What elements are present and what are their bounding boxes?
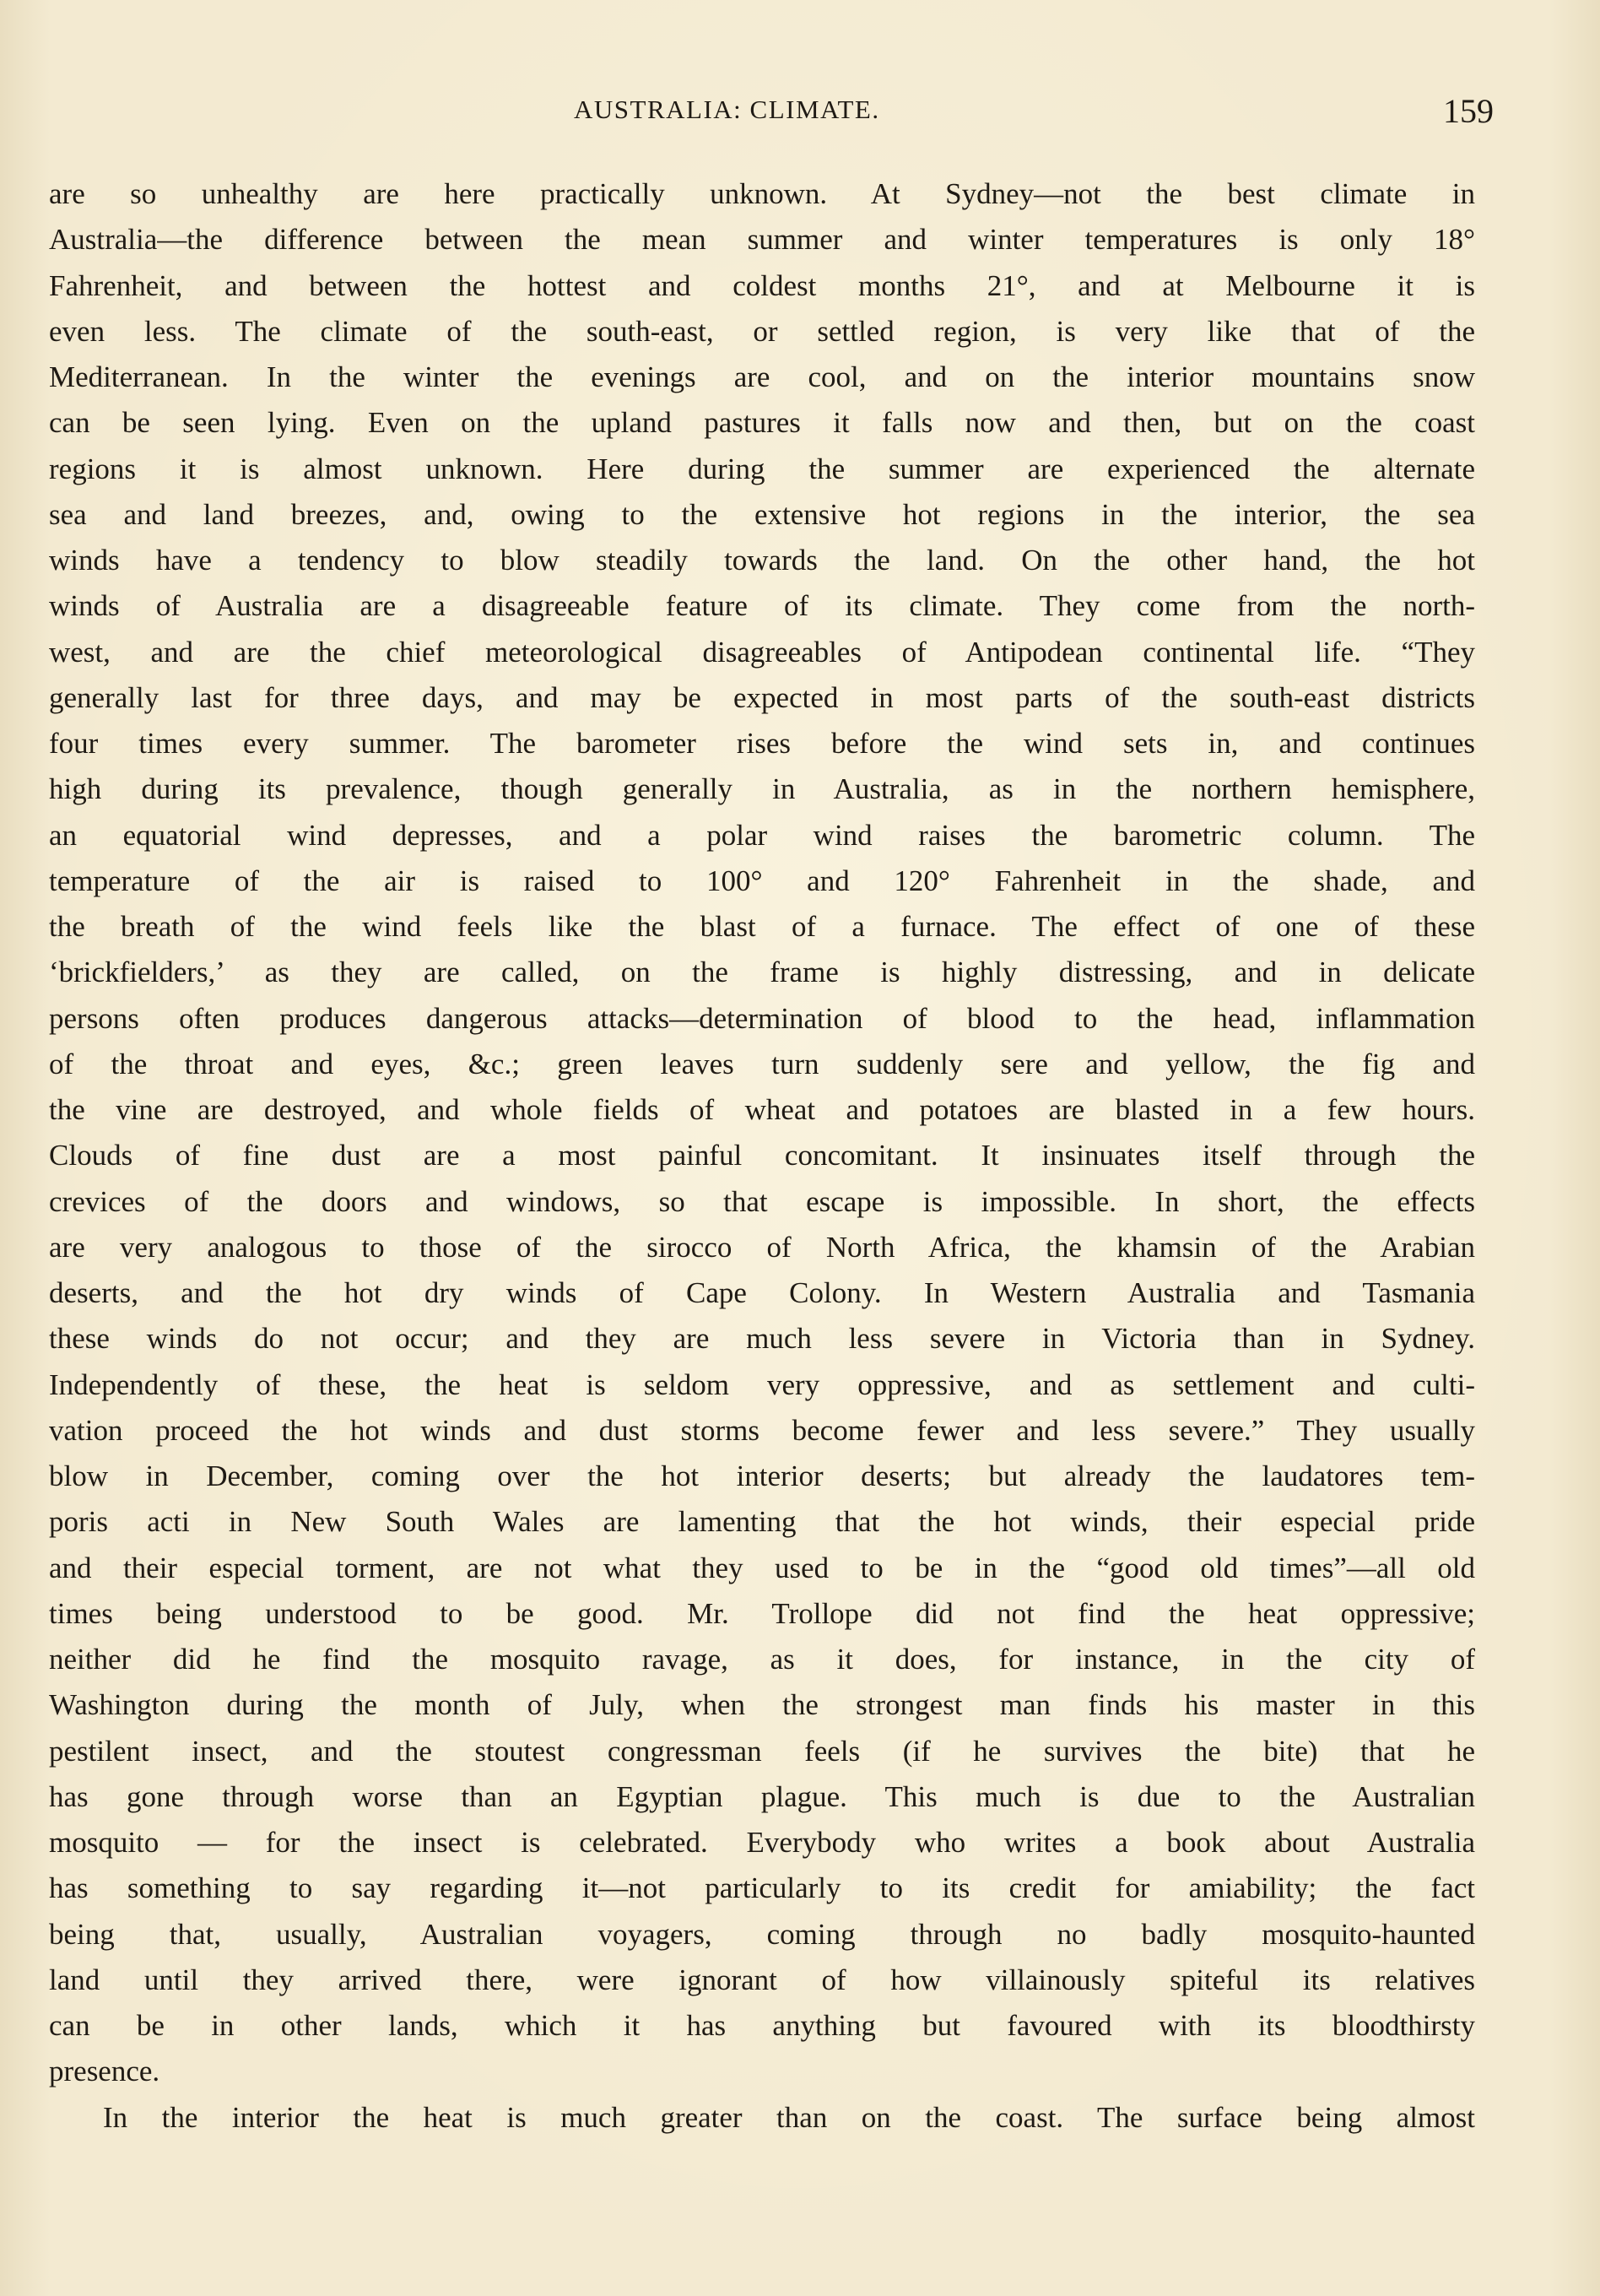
text-line: of the throat and eyes, &c.; green leaves turn suddenly sere and yellow, the fig and xyxy=(49,1047,1475,1080)
running-title: AUSTRALIA: CLIMATE. xyxy=(574,95,880,124)
text-line: Mediterranean. In the winter the evenings are cool, and on the interior mountains snow xyxy=(49,360,1475,393)
text-line: blow in December, coming over the hot interior deserts; but already the laudatores tem- xyxy=(49,1459,1475,1492)
text-line: temperature of the air is raised to 100° and 120° Fahrenheit in the shade, and xyxy=(49,864,1475,897)
text-line: deserts, and the hot dry winds of Cape Colony. In Western Australia and Tasmania xyxy=(49,1276,1475,1309)
text-line: vation proceed the hot winds and dust storms become fewer and less severe.” They usually xyxy=(49,1413,1475,1447)
text-line: high during its prevalence, though generally in Australia, as in the northern hemisphere, xyxy=(49,772,1475,806)
text-line: an equatorial wind depresses, and a polar wind raises the barometric column. The xyxy=(49,818,1475,852)
text-line: regions it is almost unknown. Here during the summer are experienced the alternate xyxy=(49,452,1475,485)
text-line: Clouds of fine dust are a most painful concomitant. It insinuates itself through the xyxy=(49,1139,1475,1172)
text-line: has something to say regarding it—not particularly to its credit for amiability; the fact xyxy=(49,1871,1475,1905)
text-line: west, and are the chief meteorological disagreeables of Antipodean continental life. “They xyxy=(49,635,1475,669)
text-line: has gone through worse than an Egyptian plague. This much is due to the Australian xyxy=(49,1779,1475,1813)
text-line: Australia—the difference between the mean summer and winter temperatures is only 18° xyxy=(49,223,1475,257)
text-line: can be in other lands, which it has anything but favoured with its bloodthirsty xyxy=(49,2009,1475,2042)
text-line: poris acti in New South Wales are lamenting that the hot winds, their especial pride xyxy=(49,1505,1475,1539)
text-line: generally last for three days, and may be expected in most parts of the south-east districts xyxy=(49,680,1475,714)
text-line: times being understood to be good. Mr. Trollope did not find the heat oppressive; xyxy=(49,1596,1475,1630)
paragraph-end-line: presence. xyxy=(49,2055,160,2088)
text-line: sea and land breezes, and, owing to the extensive hot regions in the interior, the sea xyxy=(49,497,1475,531)
text-line: the vine are destroyed, and whole fields of wheat and potatoes are blasted in a few hours. xyxy=(49,1093,1475,1126)
text-line: winds of Australia are a disagreeable feature of its climate. They come from the north- xyxy=(49,589,1475,623)
text-line: are so unhealthy are here practically unknown. At Sydney—not the best climate in xyxy=(49,177,1475,210)
paragraph-start-line: In the interior the heat is much greater than on the coast. The surface being almost xyxy=(103,2100,1475,2134)
text-line: can be seen lying. Even on the upland pastures it falls now and then, but on the coast xyxy=(49,406,1475,440)
page-number: 159 xyxy=(1443,92,1494,130)
text-line: even less. The climate of the south-east, or settled region, is very like that of the xyxy=(49,314,1475,348)
text-line: four times every summer. The barometer rises before the wind sets in, and continues xyxy=(49,727,1475,760)
running-head xyxy=(0,91,1600,128)
text-line: and their especial torment, are not what they used to be in the “good old times”—all old xyxy=(49,1551,1475,1584)
text-line: are very analogous to those of the sirocco of North Africa, the khamsin of the Arabian xyxy=(49,1230,1475,1264)
text-line: these winds do not occur; and they are much less severe in Victoria than in Sydney. xyxy=(49,1322,1475,1356)
body-text xyxy=(49,171,1475,2141)
text-line: crevices of the doors and windows, so that escape is impossible. In short, the effects xyxy=(49,1184,1475,1218)
text-line: Independently of these, the heat is seldom very oppressive, and as settlement and culti- xyxy=(49,1367,1475,1401)
text-line: land until they arrived there, were ignorant of how villainously spiteful its relatives xyxy=(49,1963,1475,1996)
text-line: persons often produces dangerous attacks—determination of blood to the head, inflammation xyxy=(49,1001,1475,1035)
text-line: winds have a tendency to blow steadily towards the land. On the other hand, the hot xyxy=(49,544,1475,577)
text-line: pestilent insect, and the stoutest congressman feels (if he survives the bite) that he xyxy=(49,1734,1475,1768)
text-line: the breath of the wind feels like the blast of a furnace. The effect of one of these xyxy=(49,910,1475,943)
text-line: mosquito — for the insect is celebrated. Everybody who writes a book about Australia xyxy=(49,1826,1475,1859)
text-line: neither did he find the mosquito ravage, as it does, for instance, in the city of xyxy=(49,1643,1475,1676)
text-line: Fahrenheit, and between the hottest and coldest months 21°, and at Melbourne it is xyxy=(49,268,1475,302)
text-line: ‘brickfielders,’ as they are called, on the frame is highly distressing, and in delicate xyxy=(49,956,1475,989)
text-line: Washington during the month of July, when the strongest man finds his master in this xyxy=(49,1688,1475,1722)
text-line: being that, usually, Australian voyagers, coming through no badly mosquito-haunted xyxy=(49,1917,1475,1951)
